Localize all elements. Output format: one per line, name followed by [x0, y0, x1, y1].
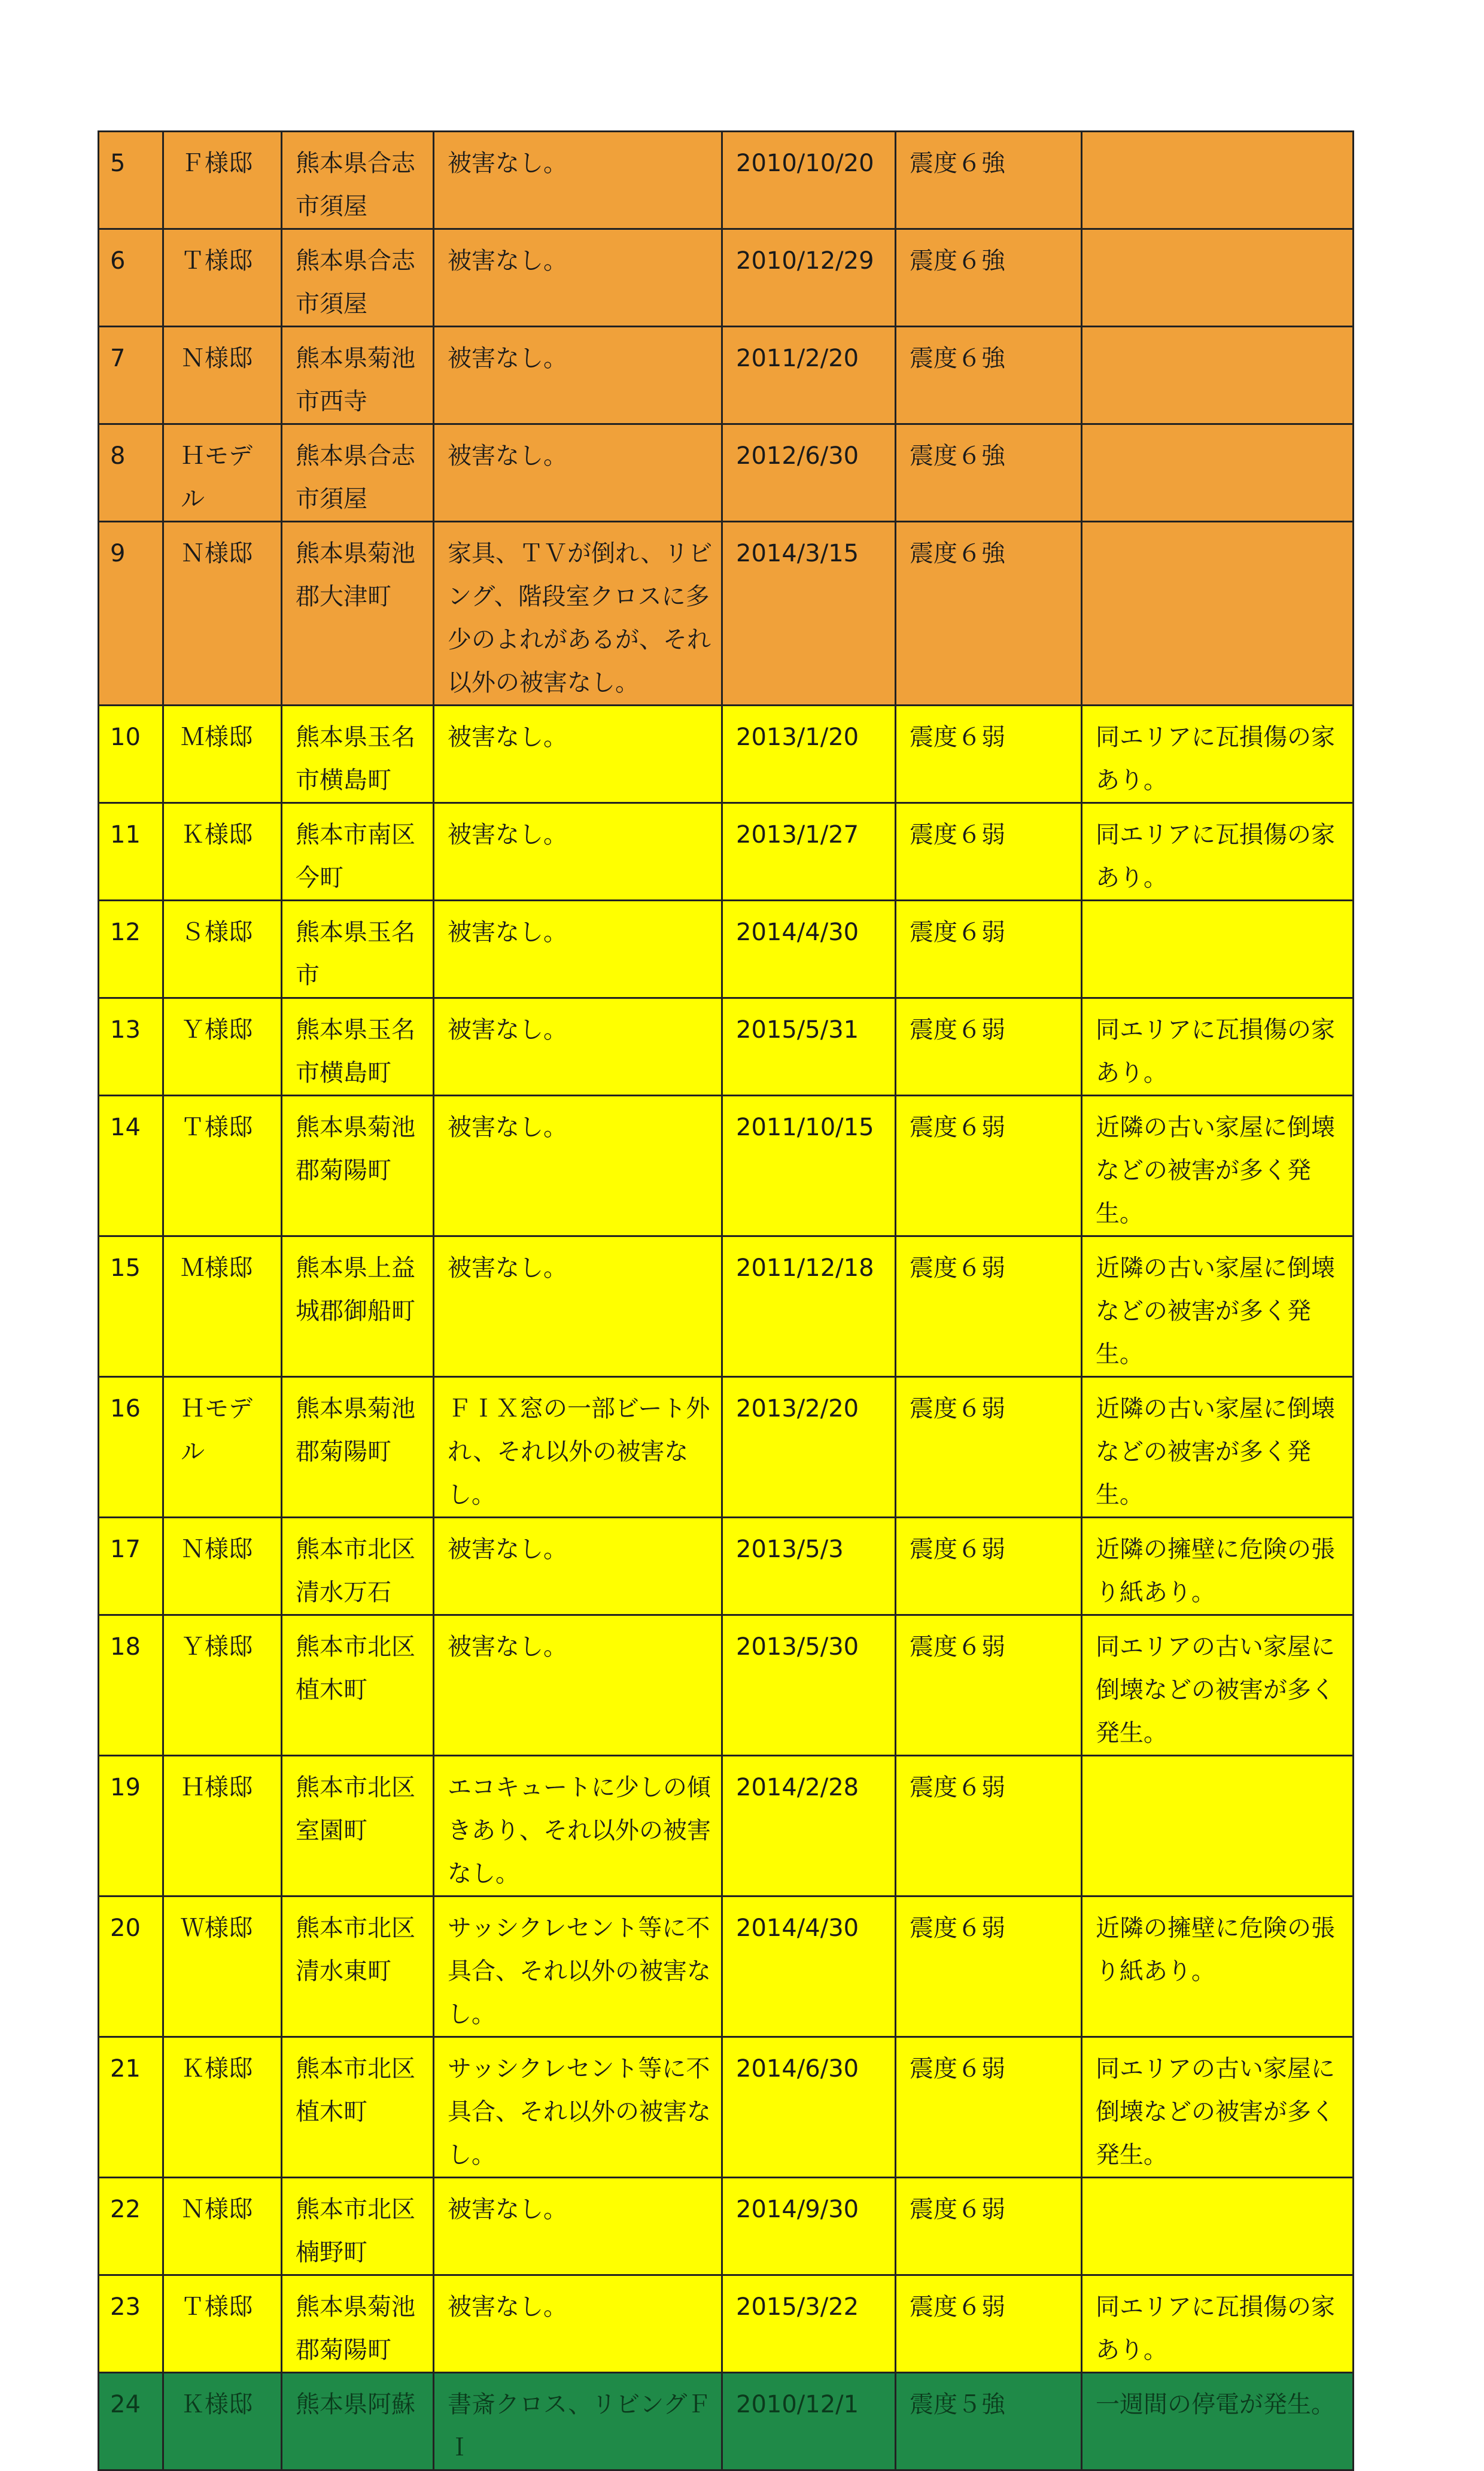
- property-name-cell-text: Ｗ様邸: [181, 1914, 253, 1942]
- table-row: [99, 998, 1354, 1096]
- table-row: [99, 2373, 1354, 2470]
- notes-cell: [1082, 424, 1354, 522]
- location-cell: [282, 1236, 434, 1377]
- date-cell: [722, 901, 896, 998]
- damage-survey-table: [98, 130, 1354, 2471]
- row-number-cell-text: 9: [110, 540, 126, 567]
- intensity-cell-text: 震度６弱: [910, 724, 1005, 751]
- property-name-cell-text: Ｎ様邸: [181, 2196, 253, 2223]
- property-name-cell-text: Ｆ様邸: [181, 150, 253, 177]
- date-cell: [722, 522, 896, 706]
- date-cell-text: 2014/2/28: [736, 1774, 859, 1801]
- damage-cell-text: 被害なし。: [448, 150, 567, 177]
- date-cell-text: 2014/9/30: [736, 2196, 859, 2223]
- row-number-cell: [99, 998, 163, 1096]
- property-name-cell: [163, 1615, 282, 1756]
- table-row: [99, 132, 1354, 229]
- table-row: [99, 1096, 1354, 1236]
- table-row: [99, 1377, 1354, 1518]
- row-number-cell: [99, 1236, 163, 1377]
- table-row: [99, 1236, 1354, 1377]
- notes-cell: [1082, 1377, 1354, 1518]
- damage-cell-text: ＦＩＸ窓の一部ビート外れ、それ以外の被害なし。: [448, 1395, 710, 1509]
- row-number-cell: [99, 522, 163, 706]
- row-number-cell: [99, 1756, 163, 1896]
- location-cell: [282, 1096, 434, 1236]
- property-name-cell: [163, 901, 282, 998]
- property-name-cell: [163, 1518, 282, 1615]
- notes-cell: [1082, 2037, 1354, 2178]
- notes-cell-text: 近隣の擁壁に危険の張り紙あり。: [1096, 1536, 1335, 1606]
- property-name-cell-text: Ｍ様邸: [181, 1254, 253, 1282]
- row-number-cell-text: 10: [110, 724, 141, 751]
- table-row: [99, 1518, 1354, 1615]
- intensity-cell: [896, 1096, 1082, 1236]
- damage-cell-text: 被害なし。: [448, 919, 567, 946]
- location-cell-text: 熊本市北区植木町: [296, 2055, 415, 2126]
- property-name-cell-text: Ｔ様邸: [181, 2293, 253, 2321]
- damage-cell: [434, 803, 722, 901]
- notes-cell: [1082, 2178, 1354, 2275]
- damage-cell: [434, 522, 722, 706]
- date-cell-text: 2014/6/30: [736, 2055, 859, 2083]
- property-name-cell-text: Ｎ様邸: [181, 345, 253, 372]
- intensity-cell: [896, 2037, 1082, 2178]
- row-number-cell-text: 19: [110, 1774, 141, 1801]
- damage-cell-text: 被害なし。: [448, 345, 567, 372]
- row-number-cell-text: 8: [110, 442, 126, 470]
- location-cell-text: 熊本県阿蘇: [296, 2391, 415, 2418]
- date-cell-text: 2011/12/18: [736, 1254, 874, 1282]
- notes-cell: [1082, 901, 1354, 998]
- row-number-cell: [99, 1615, 163, 1756]
- date-cell-text: 2013/1/27: [736, 821, 859, 849]
- intensity-cell: [896, 998, 1082, 1096]
- notes-cell-text: 同エリアの古い家屋に倒壊などの被害が多く発生。: [1096, 2055, 1335, 2169]
- location-cell-text: 熊本県菊池市西寺: [296, 345, 415, 415]
- date-cell: [722, 1096, 896, 1236]
- row-number-cell: [99, 132, 163, 229]
- location-cell: [282, 998, 434, 1096]
- date-cell: [722, 132, 896, 229]
- date-cell-text: 2015/5/31: [736, 1016, 859, 1044]
- intensity-cell-text: 震度６弱: [910, 821, 1005, 849]
- intensity-cell: [896, 229, 1082, 327]
- table-row: [99, 803, 1354, 901]
- row-number-cell-text: 18: [110, 1633, 141, 1661]
- notes-cell-text: 近隣の擁壁に危険の張り紙あり。: [1096, 1914, 1335, 1985]
- date-cell: [722, 706, 896, 803]
- row-number-cell-text: 16: [110, 1395, 141, 1423]
- row-number-cell-text: 22: [110, 2196, 141, 2223]
- property-name-cell-text: Ｈモデル: [181, 1395, 253, 1466]
- intensity-cell: [896, 2178, 1082, 2275]
- intensity-cell-text: 震度６弱: [910, 1914, 1005, 1942]
- row-number-cell: [99, 2275, 163, 2373]
- location-cell-text: 熊本市北区室園町: [296, 1774, 415, 1844]
- property-name-cell: [163, 1896, 282, 2037]
- date-cell: [722, 2037, 896, 2178]
- row-number-cell-text: 6: [110, 247, 126, 275]
- notes-cell-text: 同エリアの古い家屋に倒壊などの被害が多く発生。: [1096, 1633, 1335, 1747]
- intensity-cell-text: 震度６弱: [910, 1395, 1005, 1423]
- location-cell-text: 熊本県菊池郡菊陽町: [296, 1114, 415, 1184]
- notes-cell: [1082, 1756, 1354, 1896]
- property-name-cell: [163, 803, 282, 901]
- property-name-cell-text: Ｔ様邸: [181, 247, 253, 275]
- intensity-cell-text: 震度６強: [910, 345, 1005, 372]
- location-cell: [282, 803, 434, 901]
- notes-cell-text: 近隣の古い家屋に倒壊などの被害が多く発生。: [1096, 1114, 1335, 1227]
- location-cell-text: 熊本県玉名市横島町: [296, 1016, 415, 1087]
- intensity-cell-text: 震度６弱: [910, 2055, 1005, 2083]
- damage-cell: [434, 424, 722, 522]
- damage-cell-text: エコキュートに少しの傾きあり、それ以外の被害なし。: [448, 1774, 711, 1888]
- notes-cell: [1082, 2275, 1354, 2373]
- notes-cell: [1082, 1236, 1354, 1377]
- damage-cell-text: 被害なし。: [448, 724, 567, 751]
- intensity-cell-text: 震度６弱: [910, 2293, 1005, 2321]
- damage-cell: [434, 229, 722, 327]
- property-name-cell-text: Ｋ様邸: [181, 821, 253, 849]
- location-cell: [282, 2373, 434, 2470]
- location-cell-text: 熊本県合志市須屋: [296, 247, 415, 318]
- property-name-cell: [163, 998, 282, 1096]
- damage-cell-text: サッシクレセント等に不具合、それ以外の被害なし。: [448, 2055, 711, 2169]
- table-row: [99, 229, 1354, 327]
- date-cell: [722, 1756, 896, 1896]
- date-cell: [722, 1615, 896, 1756]
- row-number-cell: [99, 424, 163, 522]
- damage-cell: [434, 2178, 722, 2275]
- row-number-cell-text: 5: [110, 150, 126, 177]
- location-cell: [282, 1518, 434, 1615]
- row-number-cell-text: 12: [110, 919, 141, 946]
- notes-cell-text: 同エリアに瓦損傷の家あり。: [1096, 1016, 1335, 1087]
- location-cell-text: 熊本県合志市須屋: [296, 150, 415, 220]
- date-cell-text: 2010/12/29: [736, 247, 874, 275]
- notes-cell-text: 近隣の古い家屋に倒壊などの被害が多く発生。: [1096, 1254, 1335, 1368]
- damage-cell: [434, 2037, 722, 2178]
- damage-cell: [434, 1756, 722, 1896]
- table-row: [99, 901, 1354, 998]
- table-row: [99, 327, 1354, 424]
- row-number-cell-text: 14: [110, 1114, 141, 1141]
- date-cell: [722, 229, 896, 327]
- notes-cell: [1082, 522, 1354, 706]
- date-cell: [722, 424, 896, 522]
- date-cell: [722, 327, 896, 424]
- location-cell: [282, 2178, 434, 2275]
- property-name-cell-text: Ｈ様邸: [181, 1774, 253, 1801]
- intensity-cell: [896, 1518, 1082, 1615]
- location-cell: [282, 424, 434, 522]
- intensity-cell: [896, 901, 1082, 998]
- notes-cell: [1082, 1518, 1354, 1615]
- location-cell: [282, 229, 434, 327]
- notes-cell: [1082, 803, 1354, 901]
- intensity-cell: [896, 424, 1082, 522]
- table-row: [99, 2037, 1354, 2178]
- notes-cell: [1082, 1096, 1354, 1236]
- intensity-cell-text: 震度６強: [910, 540, 1005, 567]
- damage-cell: [434, 327, 722, 424]
- location-cell-text: 熊本県上益城郡御船町: [296, 1254, 415, 1325]
- row-number-cell: [99, 2037, 163, 2178]
- intensity-cell: [896, 1377, 1082, 1518]
- damage-cell: [434, 2373, 722, 2470]
- row-number-cell-text: 21: [110, 2055, 141, 2083]
- location-cell: [282, 1896, 434, 2037]
- damage-cell-text: サッシクレセント等に不具合、それ以外の被害なし。: [448, 1914, 711, 2028]
- intensity-cell: [896, 1615, 1082, 1756]
- damage-cell-text: 被害なし。: [448, 1254, 567, 1282]
- date-cell: [722, 2178, 896, 2275]
- intensity-cell: [896, 522, 1082, 706]
- damage-cell-text: 被害なし。: [448, 2293, 567, 2321]
- location-cell-text: 熊本市南区今町: [296, 821, 415, 892]
- property-name-cell: [163, 2373, 282, 2470]
- location-cell-text: 熊本県玉名市: [296, 919, 415, 989]
- property-name-cell-text: Ｔ様邸: [181, 1114, 253, 1141]
- property-name-cell: [163, 424, 282, 522]
- damage-cell: [434, 1377, 722, 1518]
- row-number-cell: [99, 1518, 163, 1615]
- row-number-cell: [99, 901, 163, 998]
- property-name-cell-text: Ｎ様邸: [181, 1536, 253, 1563]
- intensity-cell-text: 震度５強: [910, 2391, 1005, 2418]
- intensity-cell-text: 震度６弱: [910, 2196, 1005, 2223]
- date-cell: [722, 998, 896, 1096]
- date-cell-text: 2013/2/20: [736, 1395, 859, 1423]
- damage-cell-text: 被害なし。: [448, 1536, 567, 1563]
- table-row: [99, 1615, 1354, 1756]
- table-row: [99, 706, 1354, 803]
- intensity-cell-text: 震度６弱: [910, 1016, 1005, 1044]
- notes-cell: [1082, 229, 1354, 327]
- damage-cell-text: 被害なし。: [448, 1114, 567, 1141]
- intensity-cell: [896, 1756, 1082, 1896]
- intensity-cell-text: 震度６弱: [910, 1254, 1005, 1282]
- location-cell-text: 熊本県玉名市横島町: [296, 724, 415, 794]
- row-number-cell-text: 24: [110, 2391, 141, 2418]
- notes-cell-text: 同エリアに瓦損傷の家あり。: [1096, 821, 1335, 892]
- intensity-cell: [896, 132, 1082, 229]
- intensity-cell: [896, 1896, 1082, 2037]
- table-row: [99, 424, 1354, 522]
- property-name-cell-text: Ｓ様邸: [181, 919, 253, 946]
- date-cell: [722, 1236, 896, 1377]
- property-name-cell: [163, 1236, 282, 1377]
- damage-cell: [434, 901, 722, 998]
- property-name-cell: [163, 132, 282, 229]
- date-cell-text: 2014/4/30: [736, 1914, 859, 1942]
- row-number-cell-text: 15: [110, 1254, 141, 1282]
- property-name-cell: [163, 2037, 282, 2178]
- date-cell-text: 2014/4/30: [736, 919, 859, 946]
- location-cell-text: 熊本市北区楠野町: [296, 2196, 415, 2266]
- notes-cell: [1082, 2373, 1354, 2470]
- damage-cell: [434, 1096, 722, 1236]
- date-cell-text: 2010/12/1: [736, 2391, 859, 2418]
- intensity-cell: [896, 706, 1082, 803]
- row-number-cell: [99, 327, 163, 424]
- intensity-cell-text: 震度６強: [910, 442, 1005, 470]
- notes-cell: [1082, 327, 1354, 424]
- row-number-cell: [99, 1377, 163, 1518]
- damage-cell-text: 被害なし。: [448, 821, 567, 849]
- location-cell: [282, 706, 434, 803]
- date-cell: [722, 2373, 896, 2470]
- table-row: [99, 1896, 1354, 2037]
- damage-cell: [434, 1236, 722, 1377]
- property-name-cell-text: Ｈモデル: [181, 442, 253, 513]
- intensity-cell-text: 震度６強: [910, 247, 1005, 275]
- location-cell-text: 熊本市北区清水東町: [296, 1914, 415, 1985]
- date-cell-text: 2012/6/30: [736, 442, 859, 470]
- location-cell: [282, 901, 434, 998]
- row-number-cell-text: 20: [110, 1914, 141, 1942]
- table-row: [99, 2275, 1354, 2373]
- property-name-cell-text: Ｙ様邸: [181, 1016, 253, 1044]
- damage-cell-text: 被害なし。: [448, 247, 567, 275]
- intensity-cell: [896, 2275, 1082, 2373]
- damage-cell: [434, 1615, 722, 1756]
- property-name-cell: [163, 1377, 282, 1518]
- row-number-cell-text: 23: [110, 2293, 141, 2321]
- date-cell-text: 2014/3/15: [736, 540, 859, 567]
- date-cell: [722, 1377, 896, 1518]
- damage-cell: [434, 998, 722, 1096]
- date-cell-text: 2013/1/20: [736, 724, 859, 751]
- damage-cell: [434, 2275, 722, 2373]
- row-number-cell: [99, 229, 163, 327]
- intensity-cell: [896, 2373, 1082, 2470]
- date-cell-text: 2013/5/3: [736, 1536, 844, 1563]
- notes-cell-text: 同エリアに瓦損傷の家あり。: [1096, 724, 1335, 794]
- damage-cell: [434, 1896, 722, 2037]
- location-cell-text: 熊本県菊池郡菊陽町: [296, 2293, 415, 2364]
- location-cell: [282, 1615, 434, 1756]
- intensity-cell-text: 震度６強: [910, 150, 1005, 177]
- date-cell: [722, 2275, 896, 2373]
- row-number-cell-text: 13: [110, 1016, 141, 1044]
- intensity-cell-text: 震度６弱: [910, 1774, 1005, 1801]
- row-number-cell: [99, 1096, 163, 1236]
- property-name-cell: [163, 1096, 282, 1236]
- property-name-cell-text: Ｎ様邸: [181, 540, 253, 567]
- intensity-cell-text: 震度６弱: [910, 1536, 1005, 1563]
- notes-cell: [1082, 1896, 1354, 2037]
- property-name-cell-text: Ｍ様邸: [181, 724, 253, 751]
- date-cell: [722, 803, 896, 901]
- location-cell-text: 熊本県菊池郡菊陽町: [296, 1395, 415, 1466]
- damage-cell-text: 家具、ＴＶが倒れ、リビング、階段室クロスに多少のよれがあるが、それ以外の被害なし。: [448, 540, 713, 697]
- row-number-cell: [99, 2373, 163, 2470]
- date-cell-text: 2011/2/20: [736, 345, 859, 372]
- row-number-cell-text: 11: [110, 821, 141, 849]
- location-cell: [282, 1756, 434, 1896]
- table-row: [99, 1756, 1354, 1896]
- location-cell-text: 熊本県合志市須屋: [296, 442, 415, 513]
- property-name-cell-text: Ｙ様邸: [181, 1633, 253, 1661]
- location-cell-text: 熊本県菊池郡大津町: [296, 540, 415, 610]
- notes-cell-text: 近隣の古い家屋に倒壊などの被害が多く発生。: [1096, 1395, 1335, 1509]
- date-cell-text: 2010/10/20: [736, 150, 874, 177]
- notes-cell: [1082, 998, 1354, 1096]
- notes-cell: [1082, 1615, 1354, 1756]
- notes-cell-text: 一週間の停電が発生。: [1096, 2391, 1335, 2418]
- intensity-cell-text: 震度６弱: [910, 919, 1005, 946]
- row-number-cell-text: 7: [110, 345, 126, 372]
- row-number-cell: [99, 803, 163, 901]
- date-cell-text: 2011/10/15: [736, 1114, 874, 1141]
- property-name-cell: [163, 522, 282, 706]
- damage-cell-text: 被害なし。: [448, 1633, 567, 1661]
- damage-cell: [434, 706, 722, 803]
- table-body: [99, 132, 1354, 2470]
- date-cell: [722, 1896, 896, 2037]
- date-cell-text: 2013/5/30: [736, 1633, 859, 1661]
- intensity-cell-text: 震度６弱: [910, 1633, 1005, 1661]
- property-name-cell: [163, 1756, 282, 1896]
- location-cell: [282, 1377, 434, 1518]
- property-name-cell: [163, 2275, 282, 2373]
- damage-cell: [434, 132, 722, 229]
- date-cell-text: 2015/3/22: [736, 2293, 859, 2321]
- damage-cell: [434, 1518, 722, 1615]
- location-cell: [282, 2275, 434, 2373]
- property-name-cell: [163, 2178, 282, 2275]
- property-name-cell: [163, 327, 282, 424]
- row-number-cell-text: 17: [110, 1536, 141, 1563]
- table-row: [99, 522, 1354, 706]
- location-cell: [282, 132, 434, 229]
- damage-cell-text: 被害なし。: [448, 1016, 567, 1044]
- location-cell-text: 熊本市北区清水万石: [296, 1536, 415, 1606]
- row-number-cell: [99, 2178, 163, 2275]
- intensity-cell: [896, 327, 1082, 424]
- property-name-cell: [163, 706, 282, 803]
- notes-cell-text: 同エリアに瓦損傷の家あり。: [1096, 2293, 1335, 2364]
- location-cell: [282, 2037, 434, 2178]
- property-name-cell: [163, 229, 282, 327]
- intensity-cell: [896, 1236, 1082, 1377]
- date-cell: [722, 1518, 896, 1615]
- notes-cell: [1082, 132, 1354, 229]
- table-row: [99, 2178, 1354, 2275]
- row-number-cell: [99, 1896, 163, 2037]
- intensity-cell-text: 震度６弱: [910, 1114, 1005, 1141]
- property-name-cell-text: Ｋ様邸: [181, 2391, 253, 2418]
- row-number-cell: [99, 706, 163, 803]
- location-cell: [282, 327, 434, 424]
- intensity-cell: [896, 803, 1082, 901]
- damage-cell-text: 書斎クロス、リビングＦＩ: [448, 2391, 711, 2461]
- damage-cell-text: 被害なし。: [448, 442, 567, 470]
- location-cell: [282, 522, 434, 706]
- property-name-cell-text: Ｋ様邸: [181, 2055, 253, 2083]
- notes-cell: [1082, 706, 1354, 803]
- location-cell-text: 熊本市北区植木町: [296, 1633, 415, 1704]
- damage-cell-text: 被害なし。: [448, 2196, 567, 2223]
